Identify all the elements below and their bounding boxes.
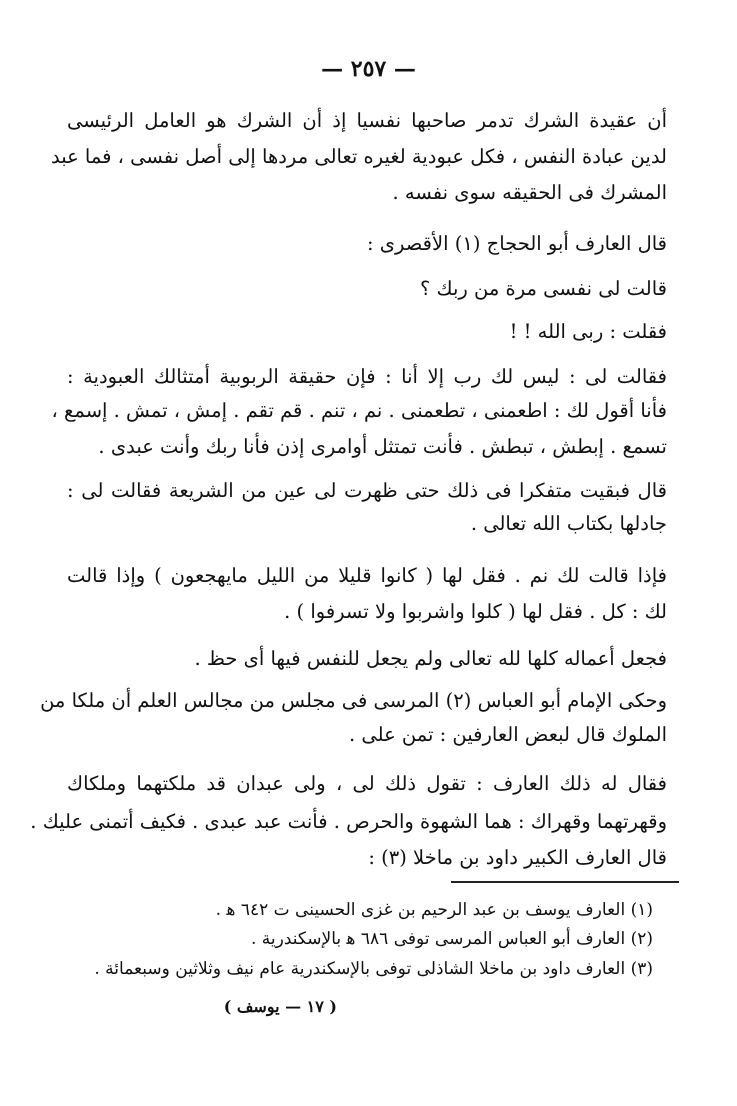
page-number: — ٢٥٧ — [321,56,416,82]
text-line: فجعل أعماله كلها لله تعالى ولم يجعل للنفس فيها أى حظ . [194,647,667,670]
text-line: أن عقيدة الشرك تدمر صاحبها نفسيا إذ أن الشرك هو العامل الرئيسى [67,109,667,132]
text-line: فقال له ذلك العارف : تقول ذلك لى ، ولى عبدان قد ملكتهما وملكاك [67,772,667,795]
text-line: قال العارف الكبير داود بن ماخلا (٣) : [368,846,667,869]
text-line: المشرك فى الحقيقه سوى نفسه . [392,181,667,204]
footnote: (٢) العارف أبو العباس المرسى توفى ٦٨٦ ﻫ بالإسكندرية . [250,929,653,949]
text-line: جادلها بكتاب الله تعالى . [470,512,667,535]
text-line: فإذا قالت لك نم . فقل لها ( كانوا قليلا من الليل مايهجعون ) وإذا قالت [67,564,667,587]
text-line: لدين عبادة النفس ، فكل عبودية لغيره تعالى مردها إلى أصل نفسى ، فما عبد [50,145,667,168]
text-line: قال فبقيت متفكرا فى ذلك حتى ظهرت لى عين من الشريعة فقالت لى : [67,479,667,502]
text-line: تسمع . إبطش ، تبطش . فأنت تمتثل أوامرى إذن فأنا ربك وأنت عبدى . [98,435,667,458]
footnote-divider [451,881,679,883]
text-line: فقلت : ربى الله ! ! [509,320,667,343]
printer-signature: ( ١٧ — يوسف ) [223,997,337,1016]
footnote: (١) العارف يوسف بن عبد الرحيم بن غزى الحسينى ت ٦٤٢ ﻫ . [215,900,653,920]
text-line: فقالت لى : ليس لك رب إلا أنا : فإن حقيقة الربوبية أمتثالك العبودية : [67,365,667,388]
text-line: فأنا أقول لك : اطعمنى ، تطعمنى . نم ، تنم . قم تقم . إمش ، تمش . إسمع ، [51,399,667,422]
text-line: وقهرتهما وقهراك : هما الشهوة والحرص . فأنت عبد عبدى . فكيف أتمنى عليك . [30,810,667,833]
text-line: قالت لى نفسى مرة من ربك ؟ [419,277,667,300]
text-line: وحكى الإمام أبو العباس (٢) المرسى فى مجلس من مجالس العلم أن ملكا من [40,689,667,712]
footnote: (٣) العارف داود بن ماخلا الشاذلى توفى بالإسكندرية عام نيف وثلاثين وسبعمائة . [94,959,653,979]
text-line: لك : كل . فقل لها ( كلوا واشربوا ولا تسرفوا ) . [284,600,667,623]
text-line: الملوك قال لبعض العارفين : تمن على . [348,723,667,746]
text-line: قال العارف أبو الحجاج (١) الأقصرى : [366,232,667,255]
